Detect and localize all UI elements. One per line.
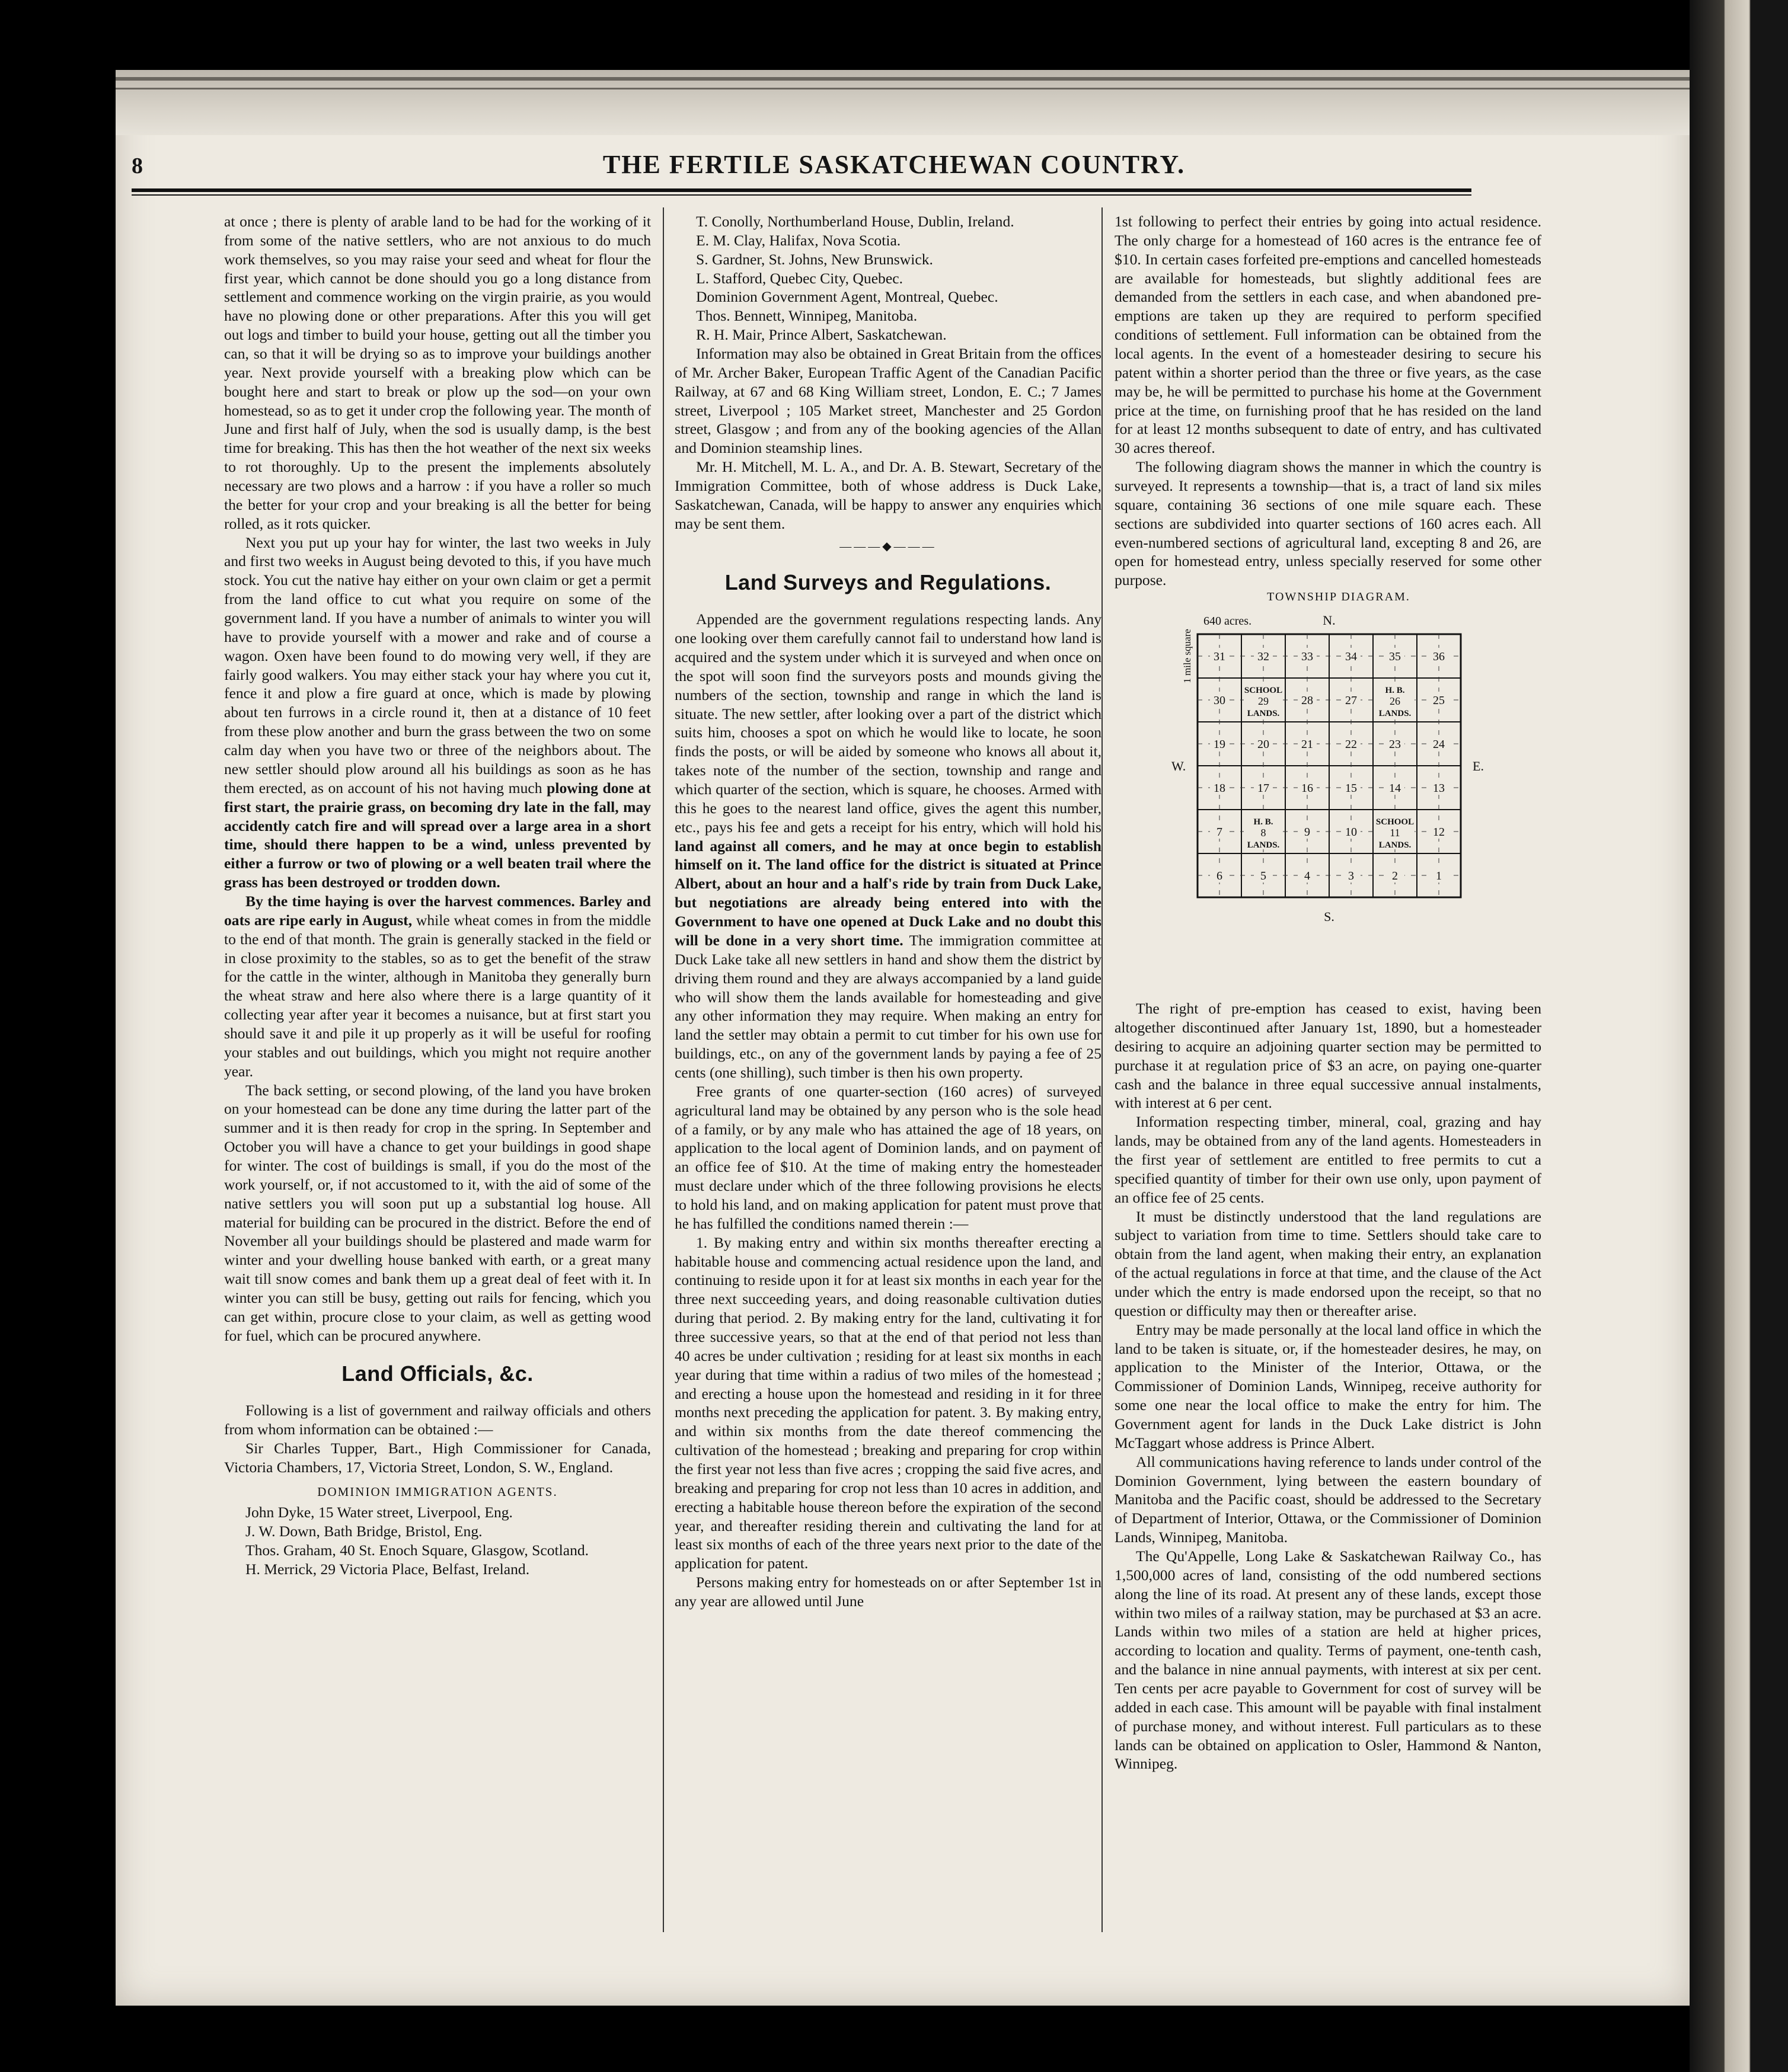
paragraph: Sir Charles Tupper, Bart., High Commissioner for Canada, Victoria Chambers, 17, Victoria Street, London, S. W., England.	[224, 1440, 651, 1476]
agent-entry: H. Merrick, 29 Victoria Place, Belfast, Ireland.	[245, 1560, 530, 1578]
paragraph: 1st following to perfect their entries by going into actual residence. The only charge for a homestead of 160 acres is the entrance fee of $10. In certain cases forfeited pre-emptions and cancelled homesteads are available for homesteads, but slightly additional fees are demanded from the settlers in each case, and when abandoned pre-emptions are taken up they are required to perform specified conditions of settlement. Full information can be obtained from the local agents. In the event of a homesteader desiring to secure his patent within a shorter period than the three or five years, as the case may be, he will be permitted to purchase his home at the Government price at the time, on furnishing proof that he has resided on the land for at least 12 months subsequent to date of entry, and has cultivated 30 acres thereof.	[1115, 213, 1541, 457]
section-number: 11	[1390, 827, 1400, 839]
section-number: 20	[1257, 738, 1269, 752]
special-land-label: LANDS.	[1247, 840, 1280, 850]
section-number: 15	[1345, 782, 1357, 795]
paragraph-bold: By the time haying is over the harvest commences. Barley and oats are ripe early in August,	[224, 892, 651, 929]
agent-entry: Thos. Graham, 40 St. Enoch Square, Glasgow, Scotland.	[245, 1541, 589, 1559]
special-land-label: SCHOOL	[1244, 686, 1283, 696]
agent-entry: L. Stafford, Quebec City, Quebec.	[696, 269, 903, 287]
adjacent-page-edge	[1690, 0, 1788, 2072]
subheading-immigration-agents: DOMINION IMMIGRATION AGENTS.	[317, 1484, 558, 1499]
column-right	[1115, 212, 1541, 1937]
section-number: 16	[1301, 782, 1313, 795]
paragraph: Mr. H. Mitchell, M. L. A., and Dr. A. B. Stewart, Secretary of the Immigration Committee, both of whose address is Duck Lake, Saskatchewan, Canada, will be happy to answer any enquiries which may be sent them.	[675, 458, 1101, 532]
section-number: 32	[1257, 650, 1269, 664]
section-number: 23	[1389, 738, 1401, 752]
special-land-label: SCHOOL	[1375, 817, 1415, 827]
paragraph: The Qu'Appelle, Long Lake & Saskatchewan Railway Co., has 1,500,000 acres of land, consisting of the odd numbered sections along the line of its road. At present any of these lands, except those within two miles of a railway station, may be purchased at $3 an acre. Lands within two miles of a station are held at higher prices, according to location and quality. Terms of payment, one-tenth cash, and the balance in nine annual payments, with interest at six per cent. Ten cents per acre payable to Government for cost of survey will be added in each case. This amount will be payable with final instalment of purchase money, and without interest. Full particulars as to these lands can be obtained on application to Osler, Hammond & Nanton, Winnipeg.	[1115, 1547, 1541, 1773]
township-diagram	[1115, 605, 1541, 984]
agent-entry: John Dyke, 15 Water street, Liverpool, Eng.	[245, 1503, 513, 1521]
column-left	[224, 212, 651, 1937]
special-land-label: LANDS.	[1247, 709, 1280, 719]
section-number: 19	[1214, 738, 1225, 752]
agent-entry: E. M. Clay, Halifax, Nova Scotia.	[696, 231, 901, 249]
compass-east: E.	[1473, 759, 1484, 774]
paragraph: The back setting, or second plowing, of the land you have broken on your homestead can be done any time during the latter part of the summer and it is then ready for crop in the spring. In September and October you will have a chance to get your buildings in good shape for winter. The cost of buildings is small, if you do the most of the work yourself, or, if not accustomed to it, with the aid of some of the native settlers you will soon put up a substantial log house. All material for building can be procured in the district. Before the end of November all your buildings should be plastered and made warm for winter and your dwelling house banked with earth, or a great many wait till snow comes and bank them up a great deal of feet with it. In winter you can still be busy, getting out rails for fencing, which you can get within, procure close to your claim, as well as getting wood for fuel, which can be procured anywhere.	[224, 1081, 651, 1344]
acres-label: 640 acres.	[1203, 615, 1252, 628]
paragraph: It must be distinctly understood that the land regulations are subject to variation from time to time. Settlers should take care to obtain from the land agent, when making their entry, an explanation of the actual regulations in force at that time, and the clause of the Act under which the entry is made endorsed upon the receipt, so that no question or difficulty may then or thereafter arise.	[1115, 1207, 1541, 1319]
paragraph-bold: plowing done at first start, the prairie grass, on becoming dry late in the fall, may accidently catch fire and will spread over a large area in a short time, should there happen to be a wind, unless prevented by either a furrow or two of plowing or a well beaten trail where the grass has been destroyed or trodden down.	[224, 779, 651, 891]
running-title: THE FERTILE SASKATCHEWAN COUNTRY.	[602, 150, 1186, 179]
section-heading-land-officials: Land Officials, &c.	[341, 1361, 534, 1386]
paragraph: Entry may be made personally at the local land office in which the land to be taken is situate, or, if the homesteader desires, he may, on application to the Minister of the Interior, Ottawa, or the Commissioner of Dominion Lands, Winnipeg, receive authority for some one near the local office to make the entry for him. The Government agent for lands in the Duck Lake district is John McTaggart whose address is Prince Albert.	[1115, 1320, 1541, 1451]
section-divider-ornament: ———◆———	[839, 539, 937, 553]
agent-entry: S. Gardner, St. Johns, New Brunswick.	[696, 250, 933, 268]
paragraph: All communications having reference to lands under control of the Dominion Government, lying between the eastern boundary of Manitoba and the Pacific coast, should be addressed to the Secretary of Department of Interior, Ottawa, or the Commissioner of Dominion Lands, Winnipeg, Manitoba.	[1115, 1453, 1541, 1546]
section-number: 30	[1214, 694, 1225, 708]
section-number: 33	[1301, 650, 1313, 664]
section-number: 34	[1345, 650, 1357, 664]
section-number: 26	[1390, 695, 1400, 708]
section-number: 35	[1389, 650, 1401, 664]
section-number: 21	[1301, 738, 1313, 752]
section-heading-land-surveys: Land Surveys and Regulations.	[724, 570, 1052, 594]
column-divider-2	[1101, 207, 1103, 1932]
paragraph	[224, 533, 651, 892]
paragraph-text: Next you put up your hay for winter, the last two weeks in July and first two weeks in August being devoted to this, if you have much stock. You cut the native hay either on your own claim or get a permit from the land office to cut what you require on some of the government land. If you have a number of animals to winter you will have to provide yourself with a mower and rake and of course a wagon. Oxen have been found to do mowing very well, if they are fairly good walkers. You may either stack your hay where you cut it, fence it and plow a fire guard at once, which is made by plowing about ten furrows in a circle round it, then at a distance of 10 feet from these plow another and burn the grass between the two on some calm day when you have two or three of the neighbors about. The new settler should plow around all his buildings as soon as he has them erected, as on account of his not having much	[224, 533, 651, 797]
header-rule-thin	[132, 194, 1471, 196]
section-number: 8	[1260, 827, 1266, 839]
header-rule-thick	[132, 188, 1471, 192]
section-number: 31	[1214, 650, 1225, 664]
paragraph-text: Appended are the government regulations respecting lands. Any one looking over them carefully cannot fail to understand how land is acquired and the system under which it is surveyed and when once on the spot will soon find the surveyors posts and mounds giving the numbers of the section, township and range in which the land is situate. The new settler, after looking over a part of the district which suits him, chooses a spot on which he would like to locate, he soon finds the posts, or will be aided by someone who knows all about it, takes note of the number of the section, township and range and which quarter of the section, which is square, he chooses. Armed with this he goes to the nearest land office, gives the agent this number, etc., pays his fee and gets a receipt for his entry, which will hold his	[675, 610, 1101, 836]
paragraph: Information respecting timber, mineral, coal, grazing and hay lands, may be obtained from any of the land agents. Homesteaders in the first year of settlement are entitled to free permits to cut a specified quantity of timber for their own use only, upon payment of an office fee of 25 cents.	[1115, 1113, 1541, 1206]
compass-north: N.	[1323, 613, 1336, 628]
page-number: 8	[132, 154, 143, 178]
section-number: 9	[1304, 826, 1310, 839]
page-top-fold	[116, 70, 1690, 135]
compass-west: W.	[1171, 759, 1186, 774]
special-land-label: LANDS.	[1378, 709, 1412, 719]
section-number: 6	[1217, 869, 1222, 883]
section-number: 4	[1304, 869, 1310, 883]
section-number: 10	[1345, 826, 1357, 839]
paragraph: at once ; there is plenty of arable land to be had for the working of it from some of the native settlers, who are not anxious to do much work themselves, so you may raise your seed and wheat for flour the first year, which cannot be done should you go a long distance from settlement and commence working on the virgin prairie, as you would have no plowing done or other preparations. After this you will get out logs and timber to build your house, getting out all the timber you can, so that it will be drying so as to improve your buildings another year. Next provide yourself with a breaking plow which can be bought here and start to break or plow up the sod—on your own homestead, so as to get it under crop the following year. The month of June and first half of July, when the sod is usually damp, is the best time for breaking. This has then the hot weather of the next six weeks to rot thoroughly. Up to the present the implements absolutely necessary are two plows and a harrow : if you have a roller so much the better for your crop and your breaking is all the better for being rolled, as it rots quicker.	[224, 213, 651, 532]
agent-entry: Thos. Bennett, Winnipeg, Manitoba.	[696, 307, 918, 325]
paragraph: The right of pre-emption has ceased to exist, having been altogether discontinued after January 1st, 1890, but a homesteader desiring to acquire an adjoining quarter section may be permitted to purchase it at regulation price of $3 an acre, on paying one-quarter cash and the balance in three equal successive annual instalments, with interest at 6 per cent.	[1115, 1000, 1541, 1112]
agent-entry: Dominion Government Agent, Montreal, Quebec.	[696, 288, 998, 306]
paragraph-bold: land against all comers, and he may at once begin to establish himself on it. The land office for the district is situated at Prince Albert, about an hour and a half's ride by train from Duck Lake, but negotiations are already being entered into with the Government to have one opened at Duck Lake and no doubt this will be done in a very short time.	[675, 837, 1101, 949]
paragraph: Following is a list of government and railway officials and others from whom information can be obtained :—	[224, 1402, 651, 1438]
agent-entry: T. Conolly, Northumberland House, Dublin, Ireland.	[696, 213, 1014, 230]
paragraph: 1. By making entry and within six months thereafter erecting a habitable house and commencing actual residence upon the land, and continuing to reside upon it for at least six months in each year for the three next succeeding years, and doing reasonable cultivation duties during that period. 2. By making entry for the land, cultivating it for three successive years, so that at the end of that period not less than 40 acres be under cultivation ; residing for at least six months in each year during that time within a radius of two miles of the homestead ; and erecting a house upon the homestead and residing in it for three months next preceding the application for patent. 3. By making entry, and within six months from the date thereof commencing the cultivation of the homestead ; breaking and preparing for crop within the first year not less than five acres ; cropping the said five acres, and breaking and preparing for crop not less than 10 acres in addition, and erecting a habitable house thereon before the expiration of the second year, and thereafter residing therein and cultivating the land for at least six months of each of the three years next prior to the date of the application for patent.	[675, 1233, 1101, 1572]
column-divider-1	[663, 207, 664, 1932]
paragraph: Persons making entry for homesteads on or after September 1st in any year are allowed until June	[675, 1574, 1101, 1610]
diagram-title: TOWNSHIP DIAGRAM.	[1267, 590, 1410, 604]
section-number: 22	[1345, 738, 1357, 752]
section-number: 13	[1433, 782, 1445, 795]
section-number: 5	[1260, 869, 1266, 883]
paragraph-text: The immigration committee at Duck Lake take all new settlers in hand and show them the district by driving them round and they are always accompanied by a land guide who will show them the lands available for homesteading and give any other information they may require. When making an entry for land the settler may obtain a permit to cut timber for his own use for buildings, etc., on any of the government lands by paying a fee of 25 cents (one shilling), such timber is then his own property.	[675, 931, 1101, 1081]
column-middle	[675, 212, 1101, 1937]
section-number: 1	[1436, 869, 1442, 883]
paragraph-text: while wheat comes in from the middle to the end of that month. The grain is generally stacked in the field or in close proximity to the stables, so as to get the benefit of the straw for the cattle in the winter, although in Manitoba they generally burn the wheat straw and here also where there is a large quantity of it collecting year after year it becomes a nuisance, but at first start you should save it and pile it up properly as it will be useful for roofing your stables and out buildings, which you might not require another year.	[224, 911, 651, 1080]
section-number: 24	[1433, 738, 1445, 752]
section-number: 28	[1301, 694, 1313, 708]
special-land-label: H. B.	[1385, 686, 1405, 696]
section-number: 7	[1217, 826, 1222, 839]
paragraph: Free grants of one quarter-section (160 acres) of surveyed agricultural land may be obtained by any person who is the sole head of a family, or by any male who has attained the age of 18 years, on application to the local agent of Dominion lands, and on payment of an office fee of $10. At the time of making entry the homesteader must declare under which of the three following provisions he elects to hold his land, and on making application for patent must prove that he has fulfilled the conditions named therein :—	[675, 1082, 1101, 1232]
section-number: 12	[1433, 826, 1445, 839]
section-number: 2	[1392, 869, 1398, 883]
special-land-label: LANDS.	[1378, 840, 1412, 850]
paragraph: The following diagram shows the manner in which the country is surveyed. It represents a township—that is, a tract of land six miles square, containing 36 sections of one mile square each. These sections are subdivided into quarter sections of 160 acres each. All even-numbered sections of agricultural land, excepting 8 and 26, are open for homestead entry, unless specially reserved for some other purpose.	[1115, 458, 1541, 589]
section-number: 25	[1433, 694, 1445, 708]
section-number: 17	[1257, 782, 1269, 795]
special-land-label: H. B.	[1253, 817, 1273, 827]
paragraph	[224, 892, 651, 1081]
mile-square-label: 1 mile square	[1182, 629, 1193, 683]
agent-entry: R. H. Mair, Prince Albert, Saskatchewan.	[696, 326, 947, 344]
section-number: 14	[1389, 782, 1401, 795]
section-number: 29	[1258, 695, 1269, 708]
paragraph	[675, 610, 1101, 1082]
paragraph: Information may also be obtained in Great Britain from the offices of Mr. Archer Baker, European Traffic Agent of the Canadian Pacific Railway, at 67 and 68 King William street, London, E. C.; 7 James street, Liverpool ; 105 Market street, Manchester and 25 Gordon street, Glasgow ; and from any of the booking agencies of the Allan and Dominion steamship lines.	[675, 345, 1101, 457]
compass-south: S.	[1324, 909, 1334, 925]
agent-entry: J. W. Down, Bath Bridge, Bristol, Eng.	[245, 1522, 483, 1540]
section-number: 3	[1348, 869, 1354, 883]
section-number: 27	[1345, 694, 1357, 708]
section-number: 18	[1214, 782, 1225, 795]
township-grid	[1115, 605, 1541, 984]
section-number: 36	[1433, 650, 1445, 664]
